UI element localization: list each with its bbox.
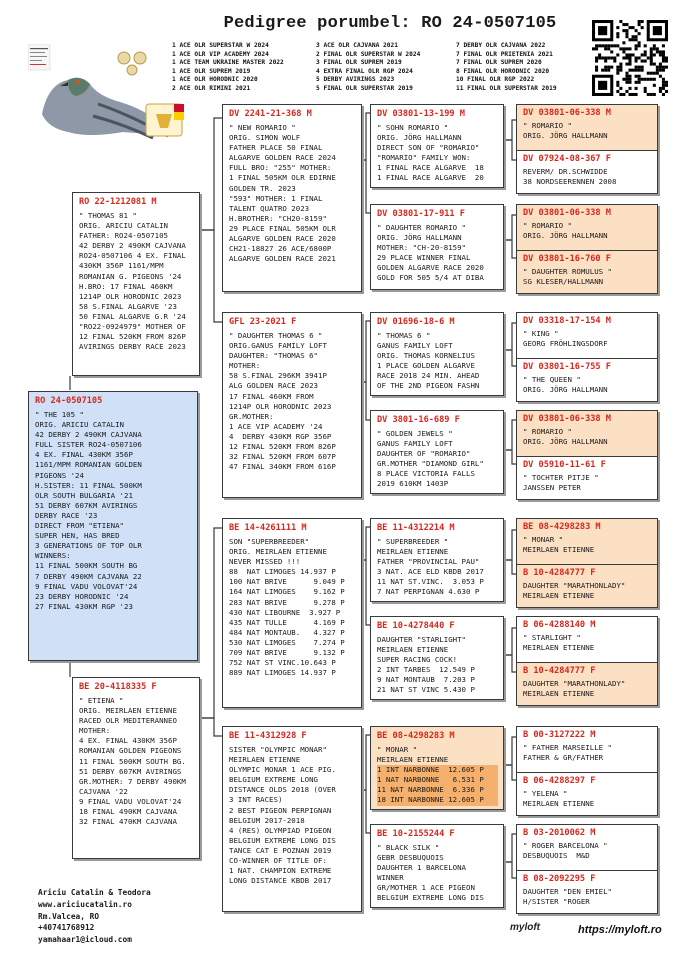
ancestor-detail: " TOCHTER PITJE ": [523, 473, 599, 482]
detail-line: SON "SUPERBREEDER": [229, 537, 310, 546]
detail-line: 7 NAT PERPIGNAN 4.630 P: [377, 587, 480, 597]
ancestor-ring: B 08-2092295 F: [523, 874, 596, 884]
detail-line: 1 PLACE GOLDEN ALGARVE: [377, 361, 475, 371]
detail-line: 42 DERBY 2 490KM CAJVANA: [79, 241, 186, 251]
ancestor-detail: GEORG FRÖHLINGSDORF: [523, 339, 608, 349]
ancestor-detail: MEIRLAEN ETIENNE: [523, 591, 595, 601]
detail-line: SUPER RACING COCK!: [377, 655, 458, 665]
detail-line: SUPER HEN, HAS BRED: [35, 531, 120, 541]
ancestor-detail: H/SISTER "ROGER: [523, 897, 590, 907]
detail-line: " NEW ROMARIO ": [229, 123, 296, 132]
mother-mother-ring: BE 11-4312928 F: [229, 731, 307, 741]
ancestor-pair-card[interactable]: [516, 518, 658, 608]
ancestor-detail: MEIRLAEN ETIENNE: [523, 643, 595, 653]
detail-line: RACED OLR MEDITERANNEO: [79, 716, 177, 726]
detail-line: 709 NAT BRIVE 9.132 P: [229, 648, 345, 658]
detail-line: DAUGHTER OF "ROMARIO": [377, 449, 471, 459]
detail-line: 3 GENERATIONS OF TOP OLR: [35, 541, 142, 551]
ancestor-detail: " MONAR ": [523, 535, 564, 544]
ancestor-pair-card[interactable]: [516, 204, 658, 294]
pigeon-logo-icon: [28, 44, 198, 154]
detail-line: OLYMPIC MONAR 1 ACE PIG.: [229, 765, 336, 775]
father-details: [73, 209, 199, 352]
detail-line: GOLD FOR 505 5/4 AT DIBA: [377, 273, 484, 283]
detail-line: H.BROTHER: "CH20-8159": [229, 213, 327, 223]
detail-line: CAJVANA '22: [79, 786, 128, 796]
detail-line: 1214P OLR HORODNIC 2023: [229, 401, 332, 411]
father-father-details: [223, 121, 361, 264]
mmm-card[interactable]: [370, 824, 504, 908]
mother-mother-card[interactable]: [222, 726, 362, 912]
detail-line: ALGARVE GOLDEN RACE 2024: [229, 153, 336, 163]
detail-line: GR/MOTHER 1 ACE PIGEON: [377, 883, 475, 893]
detail-line: BELGIUM EXTREME LONG DIS: [229, 835, 336, 845]
detail-line: RO24-0507106 4 EX. FINAL: [79, 251, 186, 261]
detail-line: 9 FINAL VADU VOLOVAT'24: [79, 796, 182, 806]
detail-line: ORIG. MEIRLAEN ETIENNE: [229, 547, 327, 557]
detail-line: BELGIUM EXTREME LONG DIS: [377, 893, 484, 903]
fmm-card[interactable]: [370, 410, 504, 494]
fmm-ring: DV 3801-16-689 F: [377, 415, 460, 425]
detail-line: WINNER: [377, 873, 404, 883]
detail-line: 17 FINAL 460KM FROM: [229, 391, 314, 401]
fmm-details: [371, 427, 503, 490]
mother-card[interactable]: [72, 677, 200, 859]
achievement-item: 7 DERBY OLR CAJVANA 2022: [456, 42, 546, 49]
detail-line: FULL BRO: "255" MOTHER:: [229, 163, 332, 173]
detail-line: 32 FINAL 520KM FROM 607P: [229, 452, 336, 462]
ancestor-detail: " DAUGHTER ROMULUS ": [523, 267, 612, 276]
achievement-item: 2 ACE OLR RIMINI 2021: [172, 84, 251, 92]
detail-line: 3 INT RACES): [229, 795, 283, 805]
detail-line: MOTHER: "CH-20-8159": [377, 243, 466, 253]
ancestor-detail: 38 NORDSEERENNEN 2008: [523, 177, 617, 187]
detail-line: 4 DERBY 430KM RGP 356P: [229, 431, 332, 441]
detail-line: ORIG. MEIRLAEN ETIENNE: [79, 706, 177, 716]
mother-details: [73, 694, 199, 827]
detail-line: 47 FINAL 340KM FROM 616P: [229, 462, 336, 472]
achievement-item: 1 ACE OLR HORODNIC 2020: [172, 76, 258, 84]
contact-line[interactable]: yamahaar1@icloud.com: [38, 935, 132, 945]
detail-line: 12 FINAL 520KM FROM 826P: [79, 332, 186, 342]
detail-line: 1 INT NARBONNE 12.605 P: [377, 765, 498, 775]
ancestor-ring: B 10-4284777 F: [523, 568, 596, 578]
ancestor-detail: ORIG. JÖRG HALLMANN: [523, 131, 608, 141]
detail-line: FATHER: RO24-0507105: [79, 231, 168, 241]
detail-line: 1 FINAL RACE ALGARVE 20: [377, 173, 484, 183]
detail-line: GR.MOTHER:: [229, 411, 274, 421]
ancestor-sire[interactable]: [517, 313, 657, 358]
detail-line: GR.MOTHER "DIAMOND GIRL": [377, 459, 484, 469]
detail-line: " SOHN ROMARIO ": [377, 123, 449, 132]
achievement-item: 8 FINAL OLR HORODNIC 2020: [456, 67, 550, 75]
detail-line: ROMANIAN GOLDEN PIGEONS: [79, 746, 182, 756]
detail-line: 1161/MPM ROMANIAN GOLDEN: [35, 460, 142, 470]
detail-line: " BLACK SILK ": [377, 843, 440, 852]
ancestor-detail: SG KLESER/HALLMANN: [523, 277, 604, 287]
detail-line: 50 FINAL ALGARVE G.R '24: [79, 311, 186, 321]
detail-line: 58 S.FINAL 296KM 3941P: [229, 371, 327, 381]
ancestor-detail: " THE QUEEN ": [523, 375, 581, 384]
mother-ring: BE 20-4118335 F: [79, 682, 157, 692]
page-title: Pedigree porumbel: RO 24-0507105: [223, 14, 557, 33]
ancestor-ring: B 06-4288297 F: [523, 776, 596, 786]
ancestor-ring: DV 03801-16-760 F: [523, 254, 611, 264]
ancestor-ring: BE 08-4298283 M: [523, 522, 601, 532]
detail-line: "593" MOTHER: 1 FINAL: [229, 193, 323, 203]
detail-line: 9 FINAL VADU VOLOVAT'24: [35, 581, 138, 591]
mmm-details: [371, 841, 503, 904]
ancestor-dam[interactable]: [517, 456, 657, 500]
detail-line: 23 DERBY HORODNIC '24: [35, 591, 129, 601]
detail-line: 1 FINAL 505KM OLR EDIRNE: [229, 173, 336, 183]
achievement-item: 7 FINAL OLR PRIETENIA 2021: [456, 50, 553, 58]
father-mother-card[interactable]: [222, 312, 362, 498]
ancestor-detail: MEIRLAEN ETIENNE: [523, 689, 595, 699]
detail-line: 27 FINAL 430KM RGP '23: [35, 601, 133, 611]
detail-line: ALGARVE GOLDEN RACE 2021: [229, 254, 336, 264]
detail-line: 88 NAT LIMOGES 14.937 P: [229, 567, 336, 577]
ancestor-detail: FATHER & GR/FATHER: [523, 753, 604, 763]
achievement-item: 2 FINAL OLR SUPERSTAR W 2024: [316, 50, 421, 58]
achievement-item: 7 FINAL OLR SUPREM 2020: [456, 59, 542, 67]
ancestor-sire[interactable]: [517, 205, 657, 250]
ancestor-detail: DESBUQUOIS M&D: [523, 851, 590, 861]
ancestor-dam[interactable]: [517, 358, 657, 402]
ancestor-detail: ORIG. JÖRG HALLMANN: [523, 385, 608, 395]
qr-code-icon: [592, 20, 668, 96]
mmf-details: [371, 743, 503, 806]
father-card[interactable]: [72, 192, 200, 376]
detail-line: FATHER PLACE 50 FINAL: [229, 143, 323, 153]
ancestor-detail: " ROMARIO ": [523, 121, 572, 130]
detail-line: 889 NAT LIMOGES 14.937 P: [229, 668, 336, 678]
detail-line: FULL SISTER RO24-0507106: [35, 440, 142, 450]
detail-line: " DAUGHTER ROMARIO ": [377, 223, 466, 232]
detail-line: NEVER MISSED !!!: [229, 557, 301, 567]
detail-line: 1 ACE VIP ACADEMY '24: [229, 421, 323, 431]
mfm-ring: BE 10-4278440 F: [377, 621, 455, 631]
ancestor-pair-card[interactable]: [516, 726, 658, 816]
ancestor-sire[interactable]: [517, 727, 657, 772]
achievement-item: 5 FINAL OLR SUPERSTAR 2019: [316, 84, 413, 92]
achievement-item: 3 FINAL OLR SUPREM 2019: [316, 59, 402, 67]
achievement-item: 1 ACE OLR VIP ACADEMY 2024: [172, 50, 269, 58]
detail-line: ALG GOLDEN RACE 2023: [229, 381, 318, 391]
mff-ring: BE 11-4312214 M: [377, 523, 455, 533]
ancestor-dam[interactable]: [517, 870, 657, 914]
detail-line: DAUGHTER: "THOMAS 6": [229, 351, 318, 361]
detail-line: "ROMARIO" FAMILY WON:: [377, 153, 471, 163]
ancestor-pair-card[interactable]: [516, 312, 658, 402]
detail-line: DIRECT FROM "ETIENA": [35, 521, 124, 531]
detail-line: 100 NAT BRIVE 9.049 P: [229, 577, 345, 587]
contact-line[interactable]: www.ariciucatalin.ro: [38, 899, 132, 909]
achievements-col-3: [456, 42, 557, 94]
detail-line: 11 NAT NARBONNE 6.336 P: [377, 785, 498, 795]
detail-line: AVIRINGS DERBY RACE 2023: [79, 342, 186, 352]
detail-line: OF THE 2ND PIGEON FASHN: [377, 381, 480, 391]
detail-line: 7 DERBY 490KM CAJVANA 22: [35, 571, 142, 581]
ffm-ring: DV 03801-17-911 F: [377, 209, 465, 219]
detail-line: TANCE CAT E POZNAN 2019: [229, 845, 332, 855]
detail-line: OLR SOUTH BULGARIA '21: [35, 490, 133, 500]
detail-line: TALENT QUATRO 2023: [229, 203, 310, 213]
detail-line: " THOMAS 81 ": [79, 211, 137, 220]
ancestor-pair-card[interactable]: [516, 616, 658, 706]
mother-father-card[interactable]: [222, 518, 362, 708]
ancestor-detail: " ROMARIO ": [523, 221, 572, 230]
ancestor-ring: B 10-4284777 F: [523, 666, 596, 676]
subject-ring: RO 24-0507105: [35, 396, 103, 406]
fmf-card[interactable]: [370, 312, 504, 396]
achievement-item: 1 ACE OLR SUPERSTAR W 2024: [172, 42, 269, 49]
detail-line: 29 PLACE WINNER FINAL: [377, 253, 471, 263]
ancestor-dam[interactable]: [517, 662, 657, 706]
father-ring: RO 22-1212081 M: [79, 197, 157, 207]
fff-details: [371, 121, 503, 184]
detail-line: 530 NAT LIMOGES 7.274 P: [229, 637, 345, 647]
subject-card[interactable]: [28, 391, 198, 661]
detail-line: 51 DERBY 607KM AVIRINGS: [79, 766, 182, 776]
ancestor-dam[interactable]: [517, 150, 657, 194]
ancestor-detail: " STARLIGHT ": [523, 633, 581, 642]
detail-line: " THOMAS 6 ": [377, 331, 431, 340]
detail-line: 1214P OLR HORODNIC 2023: [79, 291, 182, 301]
detail-line: ORIG.GANUS FAMILY LOFT: [229, 341, 327, 351]
ancestor-ring: DV 03801-06-338 M: [523, 108, 611, 118]
mmf-ring: BE 08-4298283 M: [377, 731, 455, 741]
ancestor-sire[interactable]: [517, 617, 657, 662]
detail-line: DERBY RACE '23: [35, 510, 98, 520]
contact-line: Ariciu Catalin & Teodora: [38, 888, 151, 897]
ancestor-detail: REVERM/ DR.SCHWIDDE: [523, 167, 608, 176]
ancestor-ring: DV 03801-06-338 M: [523, 208, 611, 218]
ancestor-ring: DV 03801-16-755 F: [523, 362, 611, 372]
achievement-item: 10 FINAL OLR RGP 2022: [456, 76, 535, 84]
detail-line: RACE 2018 24 MIN. AHEAD: [377, 371, 480, 381]
ancestor-detail: " ROGER BARCELONA ": [523, 841, 608, 850]
detail-line: " GOLDEN JEWELS ": [377, 429, 453, 438]
detail-line: DAUGHTER 1 BARCELONA: [377, 863, 466, 873]
detail-line: ORIG. JÖRG HALLMANN: [377, 233, 462, 243]
ancestor-ring: B 03-2010062 M: [523, 828, 596, 838]
detail-line: ALGARVE GOLDEN RACE 2020: [229, 234, 336, 244]
fmf-ring: DV 01696-18-6 M: [377, 317, 455, 327]
ancestor-ring: DV 03318-17-154 M: [523, 316, 611, 326]
myloft-logo: myloft: [510, 922, 540, 933]
achievements-col-2: [316, 42, 420, 94]
ancestor-detail: " ROMARIO ": [523, 427, 572, 436]
detail-line: H.SISTER: 11 FINAL 500KM: [35, 480, 142, 490]
ffm-card[interactable]: [370, 204, 504, 290]
detail-line: ROMANIAN G. PIGEONS '24: [79, 271, 182, 281]
ffm-details: [371, 221, 503, 284]
detail-line: 3 NAT. ACE ELD KBDB 2017: [377, 567, 484, 577]
ancestor-dam[interactable]: [517, 772, 657, 816]
detail-line: 2 BEST PIGEON PERPIGNAN: [229, 805, 332, 815]
ancestor-sire[interactable]: [517, 825, 657, 870]
ancestor-pair-card[interactable]: [516, 104, 658, 194]
myloft-link[interactable]: https://myloft.ro: [578, 924, 662, 936]
mother-father-ring: BE 14-4261111 M: [229, 523, 307, 533]
detail-line: 18 INT NARBONNE 12.605 P: [377, 795, 498, 805]
detail-line: 8 PLACE VICTORIA FALLS: [377, 469, 475, 479]
detail-line: MOTHER:: [229, 361, 261, 371]
mfm-card[interactable]: [370, 616, 504, 700]
ancestor-sire[interactable]: [517, 411, 657, 456]
detail-line: FATHER "PROVINCIAL PAU": [377, 557, 480, 567]
ancestor-detail: JANSSEN PETER: [523, 483, 581, 493]
detail-line: 58 S.FINAL ALGARVE '23: [79, 301, 177, 311]
achievement-item: 4 EXTRA FINAL OLR RGP 2024: [316, 67, 413, 75]
fff-card[interactable]: [370, 104, 504, 188]
achievement-item: 5 DERBY AVIRINGS 2023: [316, 76, 395, 84]
detail-line: CO-WINNER OF TITLE OF:: [229, 856, 327, 866]
achievement-item: 1 ACE TEAM UKRAINE MASTER 2022: [172, 59, 284, 67]
detail-line: BELGIUM EXTREME LONG: [229, 775, 318, 785]
detail-line: 430 NAT LIBOURNE 3.927 P: [229, 607, 341, 617]
ancestor-ring: DV 05910-11-61 F: [523, 460, 606, 470]
ancestor-dam[interactable]: [517, 250, 657, 294]
detail-line: ORIG. ARICIU CATALIN: [35, 420, 124, 430]
detail-line: 9 NAT MONTAUB 7.203 P: [377, 675, 475, 685]
mff-details: [371, 535, 503, 598]
mmm-ring: BE 10-2155244 F: [377, 829, 455, 839]
achievement-item: 1 ACE OLR SUPREM 2019: [172, 67, 251, 75]
mother-father-details: [223, 535, 361, 678]
ancestor-detail: " KING ": [523, 329, 559, 338]
detail-line: LONG DISTANCE KBDB 2017: [229, 876, 332, 886]
detail-line: 2019 610KM 1403P: [377, 479, 449, 489]
detail-line: " MONAR ": [377, 745, 418, 754]
mfm-details: [371, 633, 503, 696]
detail-line: 2 INT TARBES 12.549 P: [377, 665, 475, 675]
detail-line: GEBR DESBUQUOIS: [377, 853, 444, 863]
detail-line: 435 NAT TULLE 4.169 P: [229, 617, 345, 627]
ancestor-sire[interactable]: [517, 105, 657, 150]
ancestor-detail: DAUGHTER "DEN EMIEL": [523, 887, 612, 896]
detail-line: ORIG. ARICIU CATALIN: [79, 221, 168, 231]
ancestor-pair-card[interactable]: [516, 824, 658, 914]
achievement-item: 11 FINAL OLR SUPERSTAR 2019: [456, 84, 557, 92]
detail-line: GANUS FAMILY LOFT: [377, 439, 453, 449]
detail-line: GOLDEN ALGARVE RACE 2020: [377, 263, 484, 273]
detail-line: ORIG. SIMON WOLF: [229, 133, 301, 143]
detail-line: " DAUGHTER THOMAS 6 ": [229, 331, 323, 340]
mff-card[interactable]: [370, 518, 504, 602]
fff-ring: DV 03801-13-199 M: [377, 109, 465, 119]
detail-line: 4 EX. FINAL 430KM 356P: [35, 450, 133, 460]
detail-line: 4 EX. FINAL 430KM 356P: [79, 736, 177, 746]
detail-line: "RO22-0924979" MOTHER OF: [79, 322, 186, 332]
breeder-contact: [38, 887, 151, 946]
detail-line: " SUPERBREEDER ": [377, 537, 449, 546]
detail-line: MEIRLAEN ETIENNE: [377, 645, 449, 655]
mother-mother-details: [223, 743, 361, 886]
detail-line: BELGIUM 2017-2018: [229, 815, 305, 825]
detail-line: GOLDEN TR. 2023: [229, 183, 296, 193]
detail-line: 752 NAT ST VINC.10.643 P: [229, 658, 336, 668]
ancestor-detail: " YELENA ": [523, 789, 568, 798]
ancestor-sire[interactable]: [517, 519, 657, 564]
detail-line: ORIG. JÖRG HALLMANN: [377, 133, 462, 143]
ancestor-detail: DAUGHTER "MARATHONLADY": [523, 581, 626, 590]
detail-line: MEIRLAEN ETIENNE: [377, 547, 449, 557]
subject-details: [29, 408, 197, 612]
detail-line: H.BRO: 17 FINAL 460KM: [79, 281, 173, 291]
detail-line: 283 NAT BRIVE 9.278 P: [229, 597, 345, 607]
ancestor-ring: B 00-3127222 M: [523, 730, 596, 740]
ancestor-detail: DAUGHTER "MARATHONLADY": [523, 679, 626, 688]
contact-line: Rm.Valcea, RO: [38, 911, 100, 921]
ancestor-ring: DV 03801-06-338 M: [523, 414, 611, 424]
detail-line: " THE 105 ": [35, 410, 84, 419]
detail-line: PIGEONS '24: [35, 470, 84, 480]
ancestor-detail: " FATHER MARSEILLE ": [523, 743, 612, 752]
detail-line: 32 FINAL 470KM CAJVANA: [79, 817, 177, 827]
mmf-card[interactable]: [370, 726, 504, 810]
detail-line: 1 FINAL RACE ALGARVE 18: [377, 163, 484, 173]
ancestor-ring: B 06-4288140 M: [523, 620, 596, 630]
ancestor-detail: MEIRLAEN ETIENNE: [523, 545, 595, 555]
detail-line: MOTHER:: [79, 726, 111, 736]
ancestor-detail: ORIG. JÖRG HALLMANN: [523, 437, 608, 447]
detail-line: MEIRLAEN ETIENNE: [229, 755, 301, 765]
ancestor-ring: DV 07924-08-367 F: [523, 154, 611, 164]
achievement-item: 3 ACE OLR CAJVANA 2021: [316, 42, 398, 49]
detail-line: 4 (RES) OLYMPIAD PIGEON: [229, 825, 332, 835]
detail-line: 21 NAT ST VINC 5.430 P: [377, 685, 475, 695]
detail-line: 12 FINAL 520KM FROM 826P: [229, 442, 336, 452]
fmf-details: [371, 329, 503, 392]
father-father-card[interactable]: [222, 104, 362, 292]
detail-line: 11 NAT ST.VINC. 3.053 P: [377, 577, 484, 587]
detail-line: SISTER "OLYMPIC MONAR": [229, 745, 327, 754]
father-mother-ring: GFL 23-2021 F: [229, 317, 297, 327]
detail-line: DIRECT SON OF "ROMARIO": [377, 143, 480, 153]
detail-line: 164 NAT LIMOGES 9.162 P: [229, 587, 345, 597]
detail-line: 1 NAT NARBONNE 6.531 P: [377, 775, 498, 785]
detail-line: MEIRLAEN ETIENNE: [377, 755, 449, 765]
detail-line: " ETIENA ": [79, 696, 124, 705]
detail-line: 430KM 356P 1161/MPM: [79, 261, 164, 271]
ancestor-pair-card[interactable]: [516, 410, 658, 500]
detail-line: 484 NAT MONTAUB. 4.327 P: [229, 627, 345, 637]
father-father-ring: DV 2241-21-368 M: [229, 109, 312, 119]
detail-line: 18 FINAL 490KM CAJVANA: [79, 807, 177, 817]
detail-line: GR.MOTHER: 7 DERBY 490KM: [79, 776, 186, 786]
detail-line: 1 NAT. CHAMPION EXTREME: [229, 866, 332, 876]
detail-line: WINNERS:: [35, 551, 71, 561]
father-mother-details: [223, 329, 361, 472]
ancestor-detail: ORIG. JÖRG HALLMANN: [523, 231, 608, 241]
detail-line: DISTANCE OLDS 2018 (OVER: [229, 785, 336, 795]
detail-line: ORIG. THOMAS KORNELIUS: [377, 351, 475, 361]
contact-line: +40741768912: [38, 923, 95, 933]
detail-line: DAUGHTER "STARLIGHT": [377, 635, 466, 644]
detail-line: 42 DERBY 2 490KM CAJVANA: [35, 430, 142, 440]
detail-line: CH21-18827 26 ACE/6800P: [229, 244, 332, 254]
ancestor-detail: MEIRLAEN ETIENNE: [523, 799, 595, 809]
detail-line: GANUS FAMILY LOFT: [377, 341, 453, 351]
detail-line: 11 FINAL 500KM SOUTH BG: [35, 561, 138, 571]
ancestor-dam[interactable]: [517, 564, 657, 608]
detail-line: 11 FINAL 500KM SOUTH BG.: [79, 756, 186, 766]
detail-line: 29 PLACE FINAL 505KM OLR: [229, 223, 336, 233]
detail-line: 51 DERBY 607KM AVIRINGS: [35, 500, 138, 510]
